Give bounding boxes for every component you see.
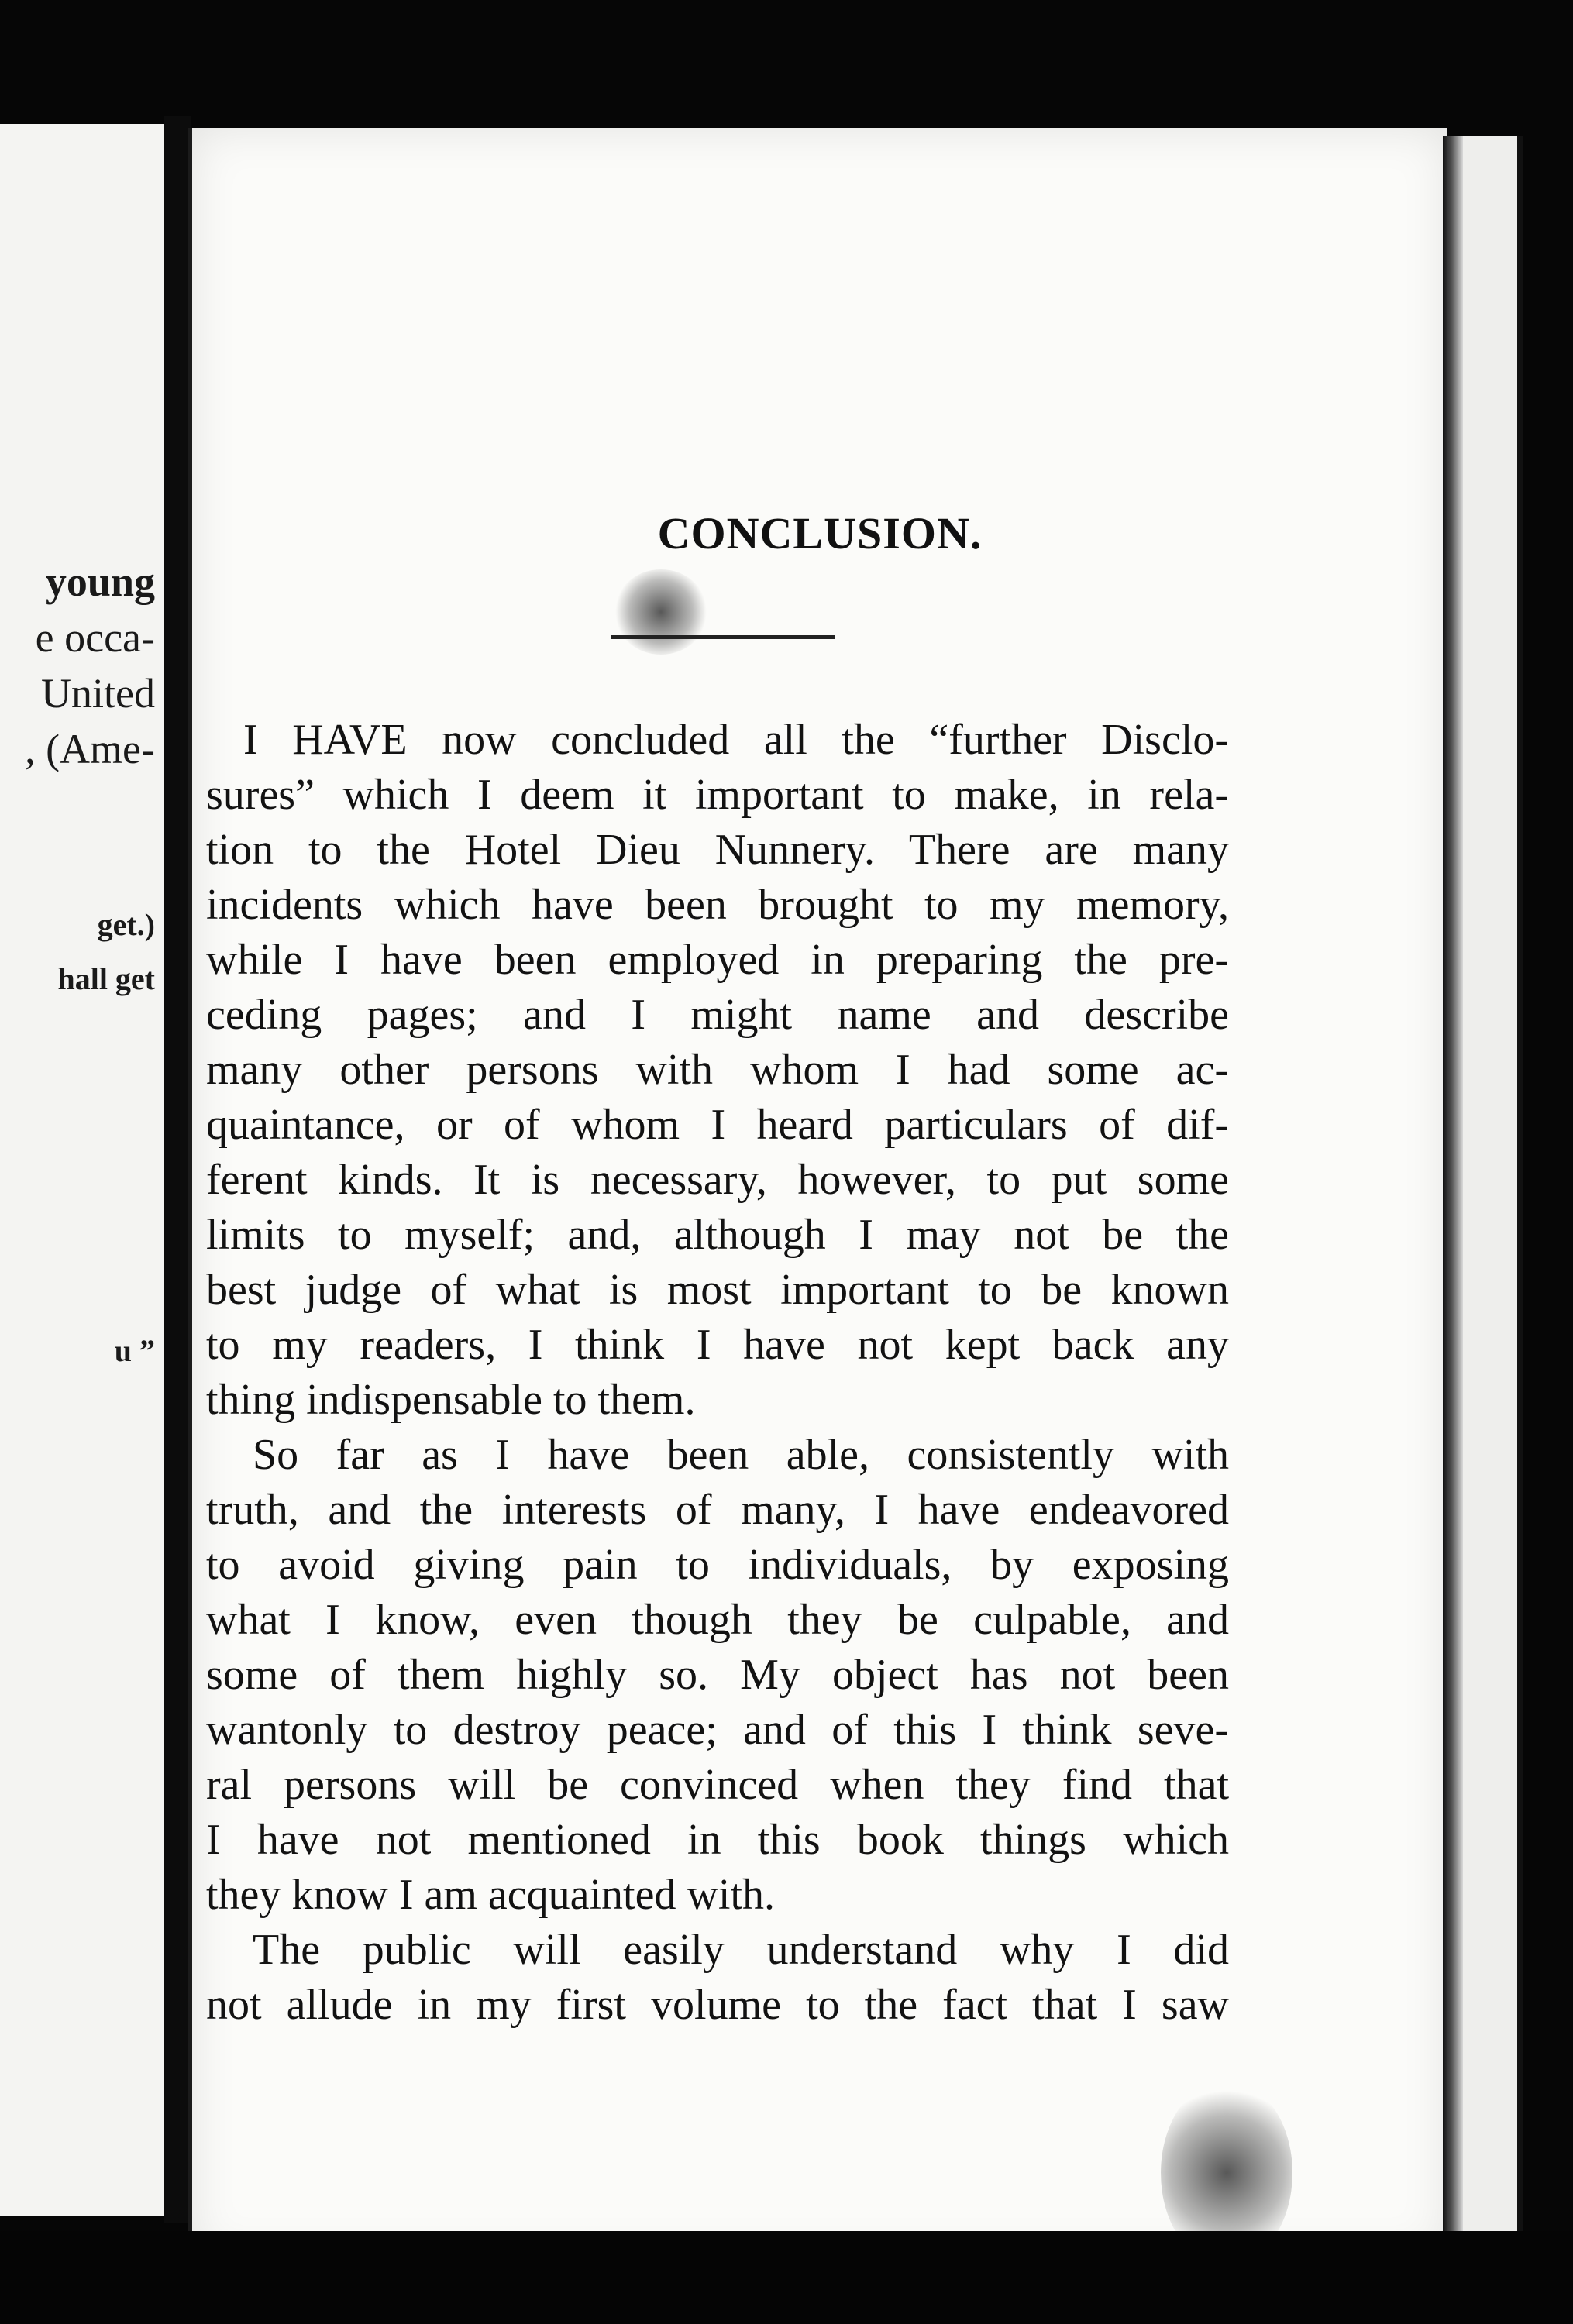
text-line: incidents which have been brought to my memory,: [206, 881, 1229, 929]
book-gutter: [164, 116, 191, 2223]
paragraph-1: [206, 713, 1229, 1428]
text-line: not allude in my first volume to the fact that I saw: [206, 1981, 1229, 2029]
ink-smudge: [614, 569, 707, 655]
left-page-line: u ”: [114, 1333, 155, 1368]
heading-rule: [611, 635, 835, 639]
text-line: they know I am acquainted with.: [206, 1871, 776, 1919]
text-line: So far as I have been able, consistently with: [253, 1431, 1229, 1479]
left-page-line: young: [45, 559, 155, 605]
scan-border: [0, 2231, 1573, 2324]
text-line: best judge of what is most important to be known: [206, 1266, 1229, 1314]
left-page-fragment: [0, 124, 167, 2216]
text-line: limits to myself; and, although I may not be the: [206, 1211, 1229, 1259]
text-line: ceding pages; and I might name and describe: [206, 991, 1229, 1039]
left-page-line: United: [41, 670, 155, 717]
next-page-edge: [1463, 136, 1523, 2258]
text-line: quaintance, or of whom I heard particulars of dif-: [206, 1101, 1229, 1149]
left-page-line: hall get: [57, 961, 155, 996]
text-line: some of them highly so. My object has not been: [206, 1651, 1229, 1699]
text-line: to my readers, I think I have not kept back any: [206, 1321, 1229, 1369]
text-line: thing indispensable to them.: [206, 1376, 696, 1424]
left-page-line: , (Ame-: [25, 726, 155, 772]
text-line: wantonly to destroy peace; and of this I think seve-: [206, 1706, 1229, 1754]
text-line: many other persons with whom I had some ac-: [206, 1046, 1229, 1094]
text-line: ral persons will be convinced when they find that: [206, 1761, 1229, 1809]
text-line: sures” which I deem it important to make, in rela-: [206, 771, 1229, 819]
text-line: The public will easily understand why I did: [253, 1926, 1229, 1974]
paragraph-2: [206, 1428, 1229, 1923]
left-page-line: get.): [97, 907, 155, 942]
text-line: ferent kinds. It is necessary, however, to put some: [206, 1156, 1229, 1204]
text-line: while I have been employed in preparing the pre-: [206, 936, 1229, 984]
left-page-line: e occa-: [35, 614, 155, 661]
paragraph-3: [206, 1923, 1229, 2033]
page-edge: [1443, 136, 1463, 2258]
body-text: [206, 713, 1229, 2033]
book-page: [188, 128, 1447, 2258]
text-line: what I know, even though they be culpable, and: [206, 1596, 1229, 1644]
chapter-heading: CONCLUSION.: [657, 508, 983, 559]
text-line: tion to the Hotel Dieu Nunnery. There are many: [206, 826, 1229, 874]
text-line: I have not mentioned in this book things which: [206, 1816, 1229, 1864]
text-line: to avoid giving pain to individuals, by exposing: [206, 1541, 1229, 1589]
text-line: I HAVE now concluded all the “further Disclo-: [243, 716, 1229, 764]
text-line: truth, and the interests of many, I have endeavored: [206, 1486, 1229, 1534]
